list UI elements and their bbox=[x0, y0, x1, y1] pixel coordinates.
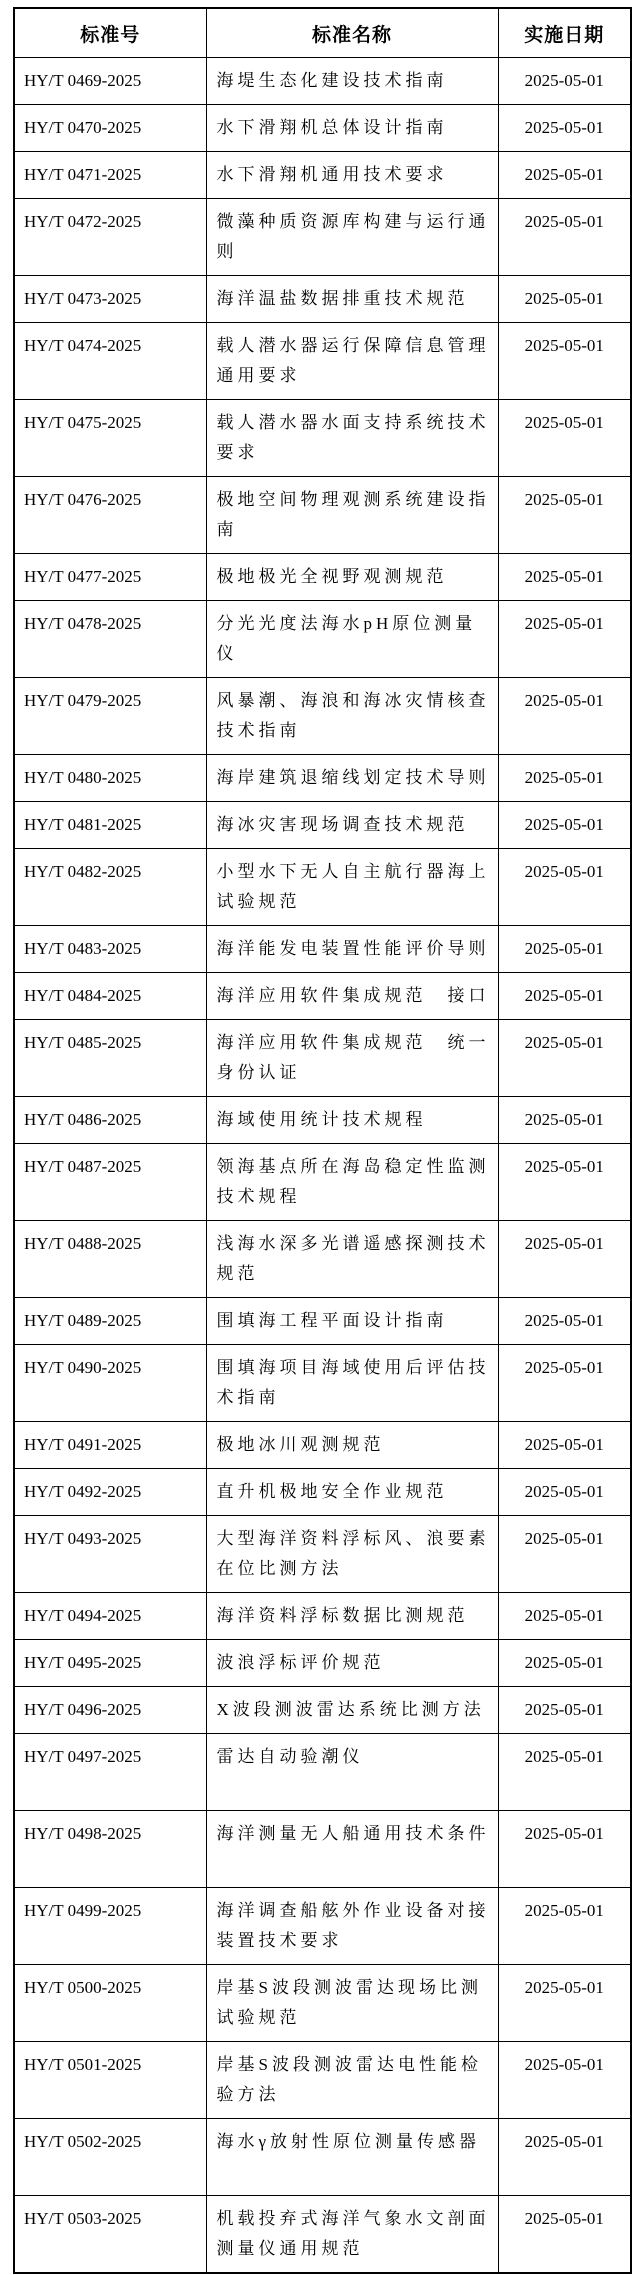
table-body bbox=[14, 58, 631, 2274]
table-row bbox=[14, 400, 631, 477]
table-row bbox=[14, 58, 631, 105]
header-standard-name: 标准名称 bbox=[206, 8, 498, 58]
standard-name-cell: 分光光度法海水pH原位测量仪 bbox=[206, 601, 498, 678]
header-implementation-date: 实施日期 bbox=[498, 8, 631, 58]
standard-name-cell: 海洋资料浮标数据比测规范 bbox=[206, 1593, 498, 1640]
implementation-date-cell: 2025-05-01 bbox=[498, 849, 631, 926]
standard-number-cell: HY/T 0476-2025 bbox=[14, 477, 206, 554]
table-row bbox=[14, 199, 631, 276]
implementation-date-cell: 2025-05-01 bbox=[498, 2042, 631, 2119]
table-row bbox=[14, 1345, 631, 1422]
standard-name-cell: 围填海项目海域使用后评估技术指南 bbox=[206, 1345, 498, 1422]
standard-number-cell: HY/T 0483-2025 bbox=[14, 926, 206, 973]
implementation-date-cell: 2025-05-01 bbox=[498, 323, 631, 400]
implementation-date-cell: 2025-05-01 bbox=[498, 1888, 631, 1965]
implementation-date-cell: 2025-05-01 bbox=[498, 601, 631, 678]
standard-number-cell: HY/T 0479-2025 bbox=[14, 678, 206, 755]
table-row bbox=[14, 849, 631, 926]
standard-number-cell: HY/T 0495-2025 bbox=[14, 1640, 206, 1687]
table-row bbox=[14, 554, 631, 601]
table-row bbox=[14, 1144, 631, 1221]
table-row bbox=[14, 1687, 631, 1734]
standard-name-cell: 围填海工程平面设计指南 bbox=[206, 1298, 498, 1345]
standard-name-cell: 风暴潮、海浪和海冰灾情核查技术指南 bbox=[206, 678, 498, 755]
standard-number-cell: HY/T 0492-2025 bbox=[14, 1469, 206, 1516]
table-row bbox=[14, 601, 631, 678]
implementation-date-cell: 2025-05-01 bbox=[498, 58, 631, 105]
standard-number-cell: HY/T 0474-2025 bbox=[14, 323, 206, 400]
standard-name-cell: 大型海洋资料浮标风、浪要素在位比测方法 bbox=[206, 1516, 498, 1593]
standard-number-cell: HY/T 0486-2025 bbox=[14, 1097, 206, 1144]
standard-name-cell: 极地空间物理观测系统建设指南 bbox=[206, 477, 498, 554]
standard-number-cell: HY/T 0503-2025 bbox=[14, 2196, 206, 2274]
standard-name-cell: 波浪浮标评价规范 bbox=[206, 1640, 498, 1687]
standard-name-cell: 水下滑翔机通用技术要求 bbox=[206, 152, 498, 199]
table-row bbox=[14, 1469, 631, 1516]
standard-name-cell: 岸基S波段测波雷达电性能检验方法 bbox=[206, 2042, 498, 2119]
implementation-date-cell: 2025-05-01 bbox=[498, 926, 631, 973]
standard-number-cell: HY/T 0478-2025 bbox=[14, 601, 206, 678]
implementation-date-cell: 2025-05-01 bbox=[498, 1020, 631, 1097]
standard-number-cell: HY/T 0482-2025 bbox=[14, 849, 206, 926]
standard-number-cell: HY/T 0498-2025 bbox=[14, 1811, 206, 1888]
implementation-date-cell: 2025-05-01 bbox=[498, 678, 631, 755]
implementation-date-cell: 2025-05-01 bbox=[498, 1298, 631, 1345]
table-row bbox=[14, 755, 631, 802]
implementation-date-cell: 2025-05-01 bbox=[498, 199, 631, 276]
table-row bbox=[14, 105, 631, 152]
standard-name-cell: 微藻种质资源库构建与运行通则 bbox=[206, 199, 498, 276]
table-row bbox=[14, 477, 631, 554]
standard-number-cell: HY/T 0469-2025 bbox=[14, 58, 206, 105]
table-row bbox=[14, 1640, 631, 1687]
standard-name-cell: 海岸建筑退缩线划定技术导则 bbox=[206, 755, 498, 802]
implementation-date-cell: 2025-05-01 bbox=[498, 1345, 631, 1422]
standard-name-cell: 小型水下无人自主航行器海上试验规范 bbox=[206, 849, 498, 926]
standard-name-cell: 载人潜水器水面支持系统技术要求 bbox=[206, 400, 498, 477]
standard-name-cell: 海堤生态化建设技术指南 bbox=[206, 58, 498, 105]
standard-number-cell: HY/T 0488-2025 bbox=[14, 1221, 206, 1298]
implementation-date-cell: 2025-05-01 bbox=[498, 1144, 631, 1221]
standard-name-cell: 极地极光全视野观测规范 bbox=[206, 554, 498, 601]
standard-number-cell: HY/T 0475-2025 bbox=[14, 400, 206, 477]
table-row bbox=[14, 1221, 631, 1298]
implementation-date-cell: 2025-05-01 bbox=[498, 477, 631, 554]
standard-number-cell: HY/T 0496-2025 bbox=[14, 1687, 206, 1734]
standard-number-cell: HY/T 0499-2025 bbox=[14, 1888, 206, 1965]
table-row bbox=[14, 1516, 631, 1593]
standard-name-cell: 直升机极地安全作业规范 bbox=[206, 1469, 498, 1516]
standards-table bbox=[13, 7, 632, 2274]
implementation-date-cell: 2025-05-01 bbox=[498, 1687, 631, 1734]
standard-name-cell: 水下滑翔机总体设计指南 bbox=[206, 105, 498, 152]
table-row bbox=[14, 152, 631, 199]
implementation-date-cell: 2025-05-01 bbox=[498, 802, 631, 849]
implementation-date-cell: 2025-05-01 bbox=[498, 1422, 631, 1469]
table-row bbox=[14, 2042, 631, 2119]
standard-name-cell: X波段测波雷达系统比测方法 bbox=[206, 1687, 498, 1734]
standard-number-cell: HY/T 0473-2025 bbox=[14, 276, 206, 323]
standard-number-cell: HY/T 0471-2025 bbox=[14, 152, 206, 199]
implementation-date-cell: 2025-05-01 bbox=[498, 2196, 631, 2274]
table-row bbox=[14, 1888, 631, 1965]
header-standard-number: 标准号 bbox=[14, 8, 206, 58]
standard-name-cell: 海洋温盐数据排重技术规范 bbox=[206, 276, 498, 323]
table-row bbox=[14, 2119, 631, 2196]
table-row bbox=[14, 802, 631, 849]
standard-name-cell: 海洋测量无人船通用技术条件 bbox=[206, 1811, 498, 1888]
implementation-date-cell: 2025-05-01 bbox=[498, 2119, 631, 2196]
table-row bbox=[14, 1734, 631, 1811]
standard-number-cell: HY/T 0480-2025 bbox=[14, 755, 206, 802]
standard-name-cell: 极地冰川观测规范 bbox=[206, 1422, 498, 1469]
implementation-date-cell: 2025-05-01 bbox=[498, 1965, 631, 2042]
table-row bbox=[14, 1020, 631, 1097]
standard-name-cell: 海域使用统计技术规程 bbox=[206, 1097, 498, 1144]
implementation-date-cell: 2025-05-01 bbox=[498, 1811, 631, 1888]
standard-name-cell: 海洋能发电装置性能评价导则 bbox=[206, 926, 498, 973]
standard-number-cell: HY/T 0490-2025 bbox=[14, 1345, 206, 1422]
table-row bbox=[14, 926, 631, 973]
table-header-row bbox=[14, 8, 631, 58]
implementation-date-cell: 2025-05-01 bbox=[498, 1516, 631, 1593]
implementation-date-cell: 2025-05-01 bbox=[498, 973, 631, 1020]
table-row bbox=[14, 323, 631, 400]
standard-number-cell: HY/T 0491-2025 bbox=[14, 1422, 206, 1469]
standard-number-cell: HY/T 0470-2025 bbox=[14, 105, 206, 152]
standard-number-cell: HY/T 0489-2025 bbox=[14, 1298, 206, 1345]
standard-number-cell: HY/T 0497-2025 bbox=[14, 1734, 206, 1811]
implementation-date-cell: 2025-05-01 bbox=[498, 1097, 631, 1144]
implementation-date-cell: 2025-05-01 bbox=[498, 1593, 631, 1640]
standard-number-cell: HY/T 0494-2025 bbox=[14, 1593, 206, 1640]
standard-name-cell: 领海基点所在海岛稳定性监测技术规程 bbox=[206, 1144, 498, 1221]
implementation-date-cell: 2025-05-01 bbox=[498, 1734, 631, 1811]
standard-name-cell: 海洋调查船舷外作业设备对接装置技术要求 bbox=[206, 1888, 498, 1965]
standard-name-cell: 海洋应用软件集成规范 统一身份认证 bbox=[206, 1020, 498, 1097]
implementation-date-cell: 2025-05-01 bbox=[498, 400, 631, 477]
implementation-date-cell: 2025-05-01 bbox=[498, 276, 631, 323]
standard-number-cell: HY/T 0472-2025 bbox=[14, 199, 206, 276]
standard-name-cell: 机载投弃式海洋气象水文剖面测量仪通用规范 bbox=[206, 2196, 498, 2274]
standard-name-cell: 岸基S波段测波雷达现场比测试验规范 bbox=[206, 1965, 498, 2042]
table-row bbox=[14, 1422, 631, 1469]
implementation-date-cell: 2025-05-01 bbox=[498, 1221, 631, 1298]
table-row bbox=[14, 2196, 631, 2274]
standard-number-cell: HY/T 0485-2025 bbox=[14, 1020, 206, 1097]
standard-name-cell: 海洋应用软件集成规范 接口 bbox=[206, 973, 498, 1020]
standard-name-cell: 海水γ放射性原位测量传感器 bbox=[206, 2119, 498, 2196]
standard-number-cell: HY/T 0502-2025 bbox=[14, 2119, 206, 2196]
table-row bbox=[14, 973, 631, 1020]
table-row bbox=[14, 276, 631, 323]
table-row bbox=[14, 1811, 631, 1888]
standard-number-cell: HY/T 0500-2025 bbox=[14, 1965, 206, 2042]
table-row bbox=[14, 1593, 631, 1640]
implementation-date-cell: 2025-05-01 bbox=[498, 755, 631, 802]
table-row bbox=[14, 1965, 631, 2042]
standard-name-cell: 海冰灾害现场调查技术规范 bbox=[206, 802, 498, 849]
implementation-date-cell: 2025-05-01 bbox=[498, 1640, 631, 1687]
implementation-date-cell: 2025-05-01 bbox=[498, 105, 631, 152]
table-row bbox=[14, 678, 631, 755]
implementation-date-cell: 2025-05-01 bbox=[498, 1469, 631, 1516]
standard-number-cell: HY/T 0484-2025 bbox=[14, 973, 206, 1020]
implementation-date-cell: 2025-05-01 bbox=[498, 554, 631, 601]
standard-number-cell: HY/T 0493-2025 bbox=[14, 1516, 206, 1593]
standard-name-cell: 雷达自动验潮仪 bbox=[206, 1734, 498, 1811]
table-row bbox=[14, 1097, 631, 1144]
standard-name-cell: 载人潜水器运行保障信息管理通用要求 bbox=[206, 323, 498, 400]
standard-number-cell: HY/T 0481-2025 bbox=[14, 802, 206, 849]
implementation-date-cell: 2025-05-01 bbox=[498, 152, 631, 199]
standard-number-cell: HY/T 0477-2025 bbox=[14, 554, 206, 601]
standard-number-cell: HY/T 0501-2025 bbox=[14, 2042, 206, 2119]
table-row bbox=[14, 1298, 631, 1345]
standard-name-cell: 浅海水深多光谱遥感探测技术规范 bbox=[206, 1221, 498, 1298]
standard-number-cell: HY/T 0487-2025 bbox=[14, 1144, 206, 1221]
